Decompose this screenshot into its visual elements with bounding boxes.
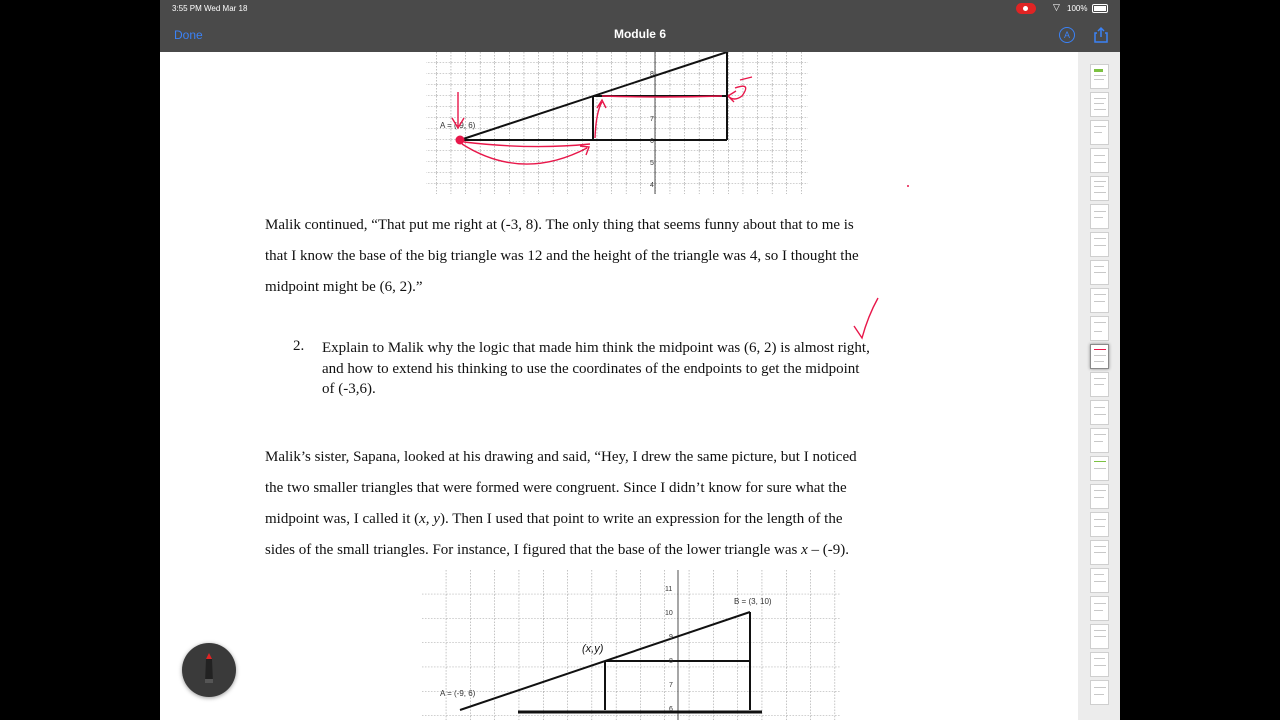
text-line xyxy=(265,504,1025,535)
battery-level: 100% xyxy=(1067,4,1088,13)
text-span: midpoint was, I called it ( xyxy=(265,511,420,527)
page-thumbnail[interactable] xyxy=(1090,428,1109,453)
text-line: Malik’s sister, Sapana, looked at his drawing and said, “Hey, I drew the same picture, but I noticed xyxy=(265,449,857,465)
page-thumbnail[interactable] xyxy=(1090,120,1109,145)
paragraph-malik-continued xyxy=(265,210,1025,303)
tick-label: 7 xyxy=(650,116,654,123)
screen-record-icon[interactable] xyxy=(1016,3,1036,14)
text-line xyxy=(265,535,1025,566)
page-thumbnail[interactable] xyxy=(1090,148,1109,173)
ink-dot xyxy=(907,185,909,187)
page-thumbnail[interactable] xyxy=(1090,204,1109,229)
page-thumbnail[interactable] xyxy=(1090,92,1109,117)
page-thumbnail-current[interactable] xyxy=(1090,344,1109,369)
tick-label: 7 xyxy=(669,682,673,689)
page-thumbnail[interactable] xyxy=(1090,316,1109,341)
pencil-tool-icon xyxy=(182,643,236,697)
page-thumbnails-sidebar[interactable] xyxy=(1078,52,1120,720)
figure-2-label-b: B = (3, 10) xyxy=(734,597,772,606)
text-span: ). Then I used that point to write an expression for the length of the xyxy=(439,511,843,527)
page-thumbnail[interactable] xyxy=(1090,176,1109,201)
document-page[interactable] xyxy=(160,52,1078,720)
page-thumbnail[interactable] xyxy=(1090,372,1109,397)
page-thumbnail[interactable] xyxy=(1090,568,1109,593)
page-thumbnail[interactable] xyxy=(1090,512,1109,537)
tick-label: 6 xyxy=(669,706,673,713)
tick-label: 8 xyxy=(669,658,673,665)
text-line: of (-3,6). xyxy=(322,381,376,397)
tick-label: 4 xyxy=(650,182,654,189)
page-thumbnail[interactable] xyxy=(1090,64,1109,89)
status-bar xyxy=(160,0,1120,18)
point-a-marker xyxy=(456,136,465,145)
text-span: – (-9). xyxy=(807,542,850,558)
text-line: Explain to Malik why the logic that made him think the midpoint was (6, 2) is almost right, xyxy=(322,340,870,356)
paragraph-sapana xyxy=(265,442,1025,566)
page-thumbnail[interactable] xyxy=(1090,484,1109,509)
tick-label: 5 xyxy=(650,160,654,167)
text-line: Malik continued, “That put me right at (-3, 8). The only thing that seems funny about that to me is xyxy=(265,217,854,233)
page-thumbnail[interactable] xyxy=(1090,624,1109,649)
page-thumbnail[interactable] xyxy=(1090,288,1109,313)
figure-2 xyxy=(422,570,842,720)
text-span: sides of the small triangles. For instance, I figured that the base of the lower triangle was xyxy=(265,542,802,558)
battery-icon xyxy=(1092,4,1108,13)
status-time: 3:55 PM Wed Mar 18 xyxy=(172,4,248,13)
pencil-tool-button[interactable] xyxy=(182,643,236,697)
tick-label: 10 xyxy=(665,610,673,617)
text-line: midpoint might be (6, 2).” xyxy=(265,279,423,295)
page-thumbnail[interactable] xyxy=(1090,652,1109,677)
text-line: the two smaller triangles that were formed were congruent. Since I didn’t know for sure what the xyxy=(265,480,847,496)
page-thumbnail[interactable] xyxy=(1090,232,1109,257)
page-thumbnail[interactable] xyxy=(1090,456,1109,481)
text-line: that I know the base of the big triangle was 12 and the height of the triangle was 4, so I thought the xyxy=(265,248,859,264)
share-icon[interactable] xyxy=(1092,26,1110,44)
figure-1-label-a: A = (-9, 6) xyxy=(440,121,476,130)
nav-bar xyxy=(160,18,1120,52)
question-2-text xyxy=(322,338,1002,400)
page-thumbnail[interactable] xyxy=(1090,680,1109,705)
variable-text: x xyxy=(801,542,808,558)
page-thumbnail[interactable] xyxy=(1090,596,1109,621)
tick-label: 8 xyxy=(650,71,654,78)
tick-label: 9 xyxy=(669,634,673,641)
page-thumbnail[interactable] xyxy=(1090,400,1109,425)
page-thumbnail[interactable] xyxy=(1090,260,1109,285)
tick-label: 11 xyxy=(665,586,673,593)
page-thumbnail[interactable] xyxy=(1090,540,1109,565)
wifi-icon: ▽ xyxy=(1053,2,1060,12)
figure-2-label-midpoint: (x,y) xyxy=(582,643,604,655)
tick-label: 6 xyxy=(650,138,654,145)
markup-icon[interactable]: A xyxy=(1059,27,1075,43)
figure-2-label-a: A = (-9, 6) xyxy=(440,689,476,698)
figure-1 xyxy=(422,52,812,202)
variable-text: x, y xyxy=(419,511,440,527)
text-line: and how to extend his thinking to use the coordinates of the endpoints to get the midpoint xyxy=(322,360,860,377)
question-number: 2. xyxy=(293,338,305,354)
document-title: Module 6 xyxy=(613,27,666,41)
done-button[interactable]: Done xyxy=(174,28,203,42)
ink-check-mark xyxy=(850,296,882,344)
